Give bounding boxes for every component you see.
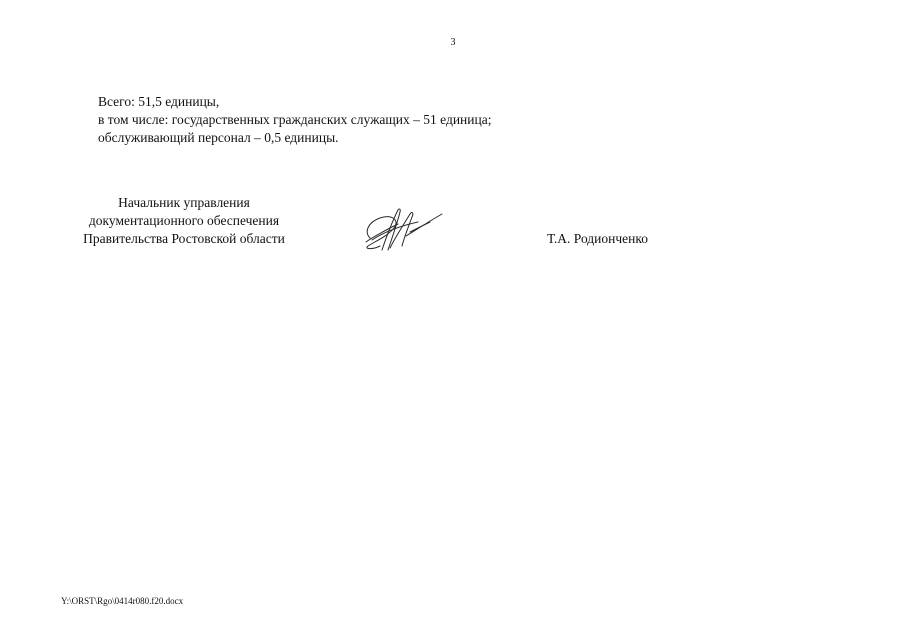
staff-totals — [98, 93, 491, 147]
totals-line-civil-servants: в том числе: государственных гражданских служащих – 51 единица; — [98, 112, 492, 127]
file-path: Y:\ORST\Rgo\0414r080.f20.docx — [61, 596, 184, 606]
totals-line-service-staff: обслуживающий персонал – 0,5 единицы. — [98, 130, 339, 145]
signatory-position — [60, 194, 308, 248]
handwritten-signature-icon — [360, 202, 448, 254]
position-line-3: Правительства Ростовской области — [83, 231, 285, 246]
position-line-1: Начальник управления — [118, 195, 250, 210]
page-number: 3 — [450, 37, 456, 48]
signer-name: Т.А. Родионченко — [547, 231, 648, 246]
position-line-2: документационного обеспечения — [88, 213, 280, 228]
totals-line-total: Всего: 51,5 единицы, — [98, 94, 220, 109]
